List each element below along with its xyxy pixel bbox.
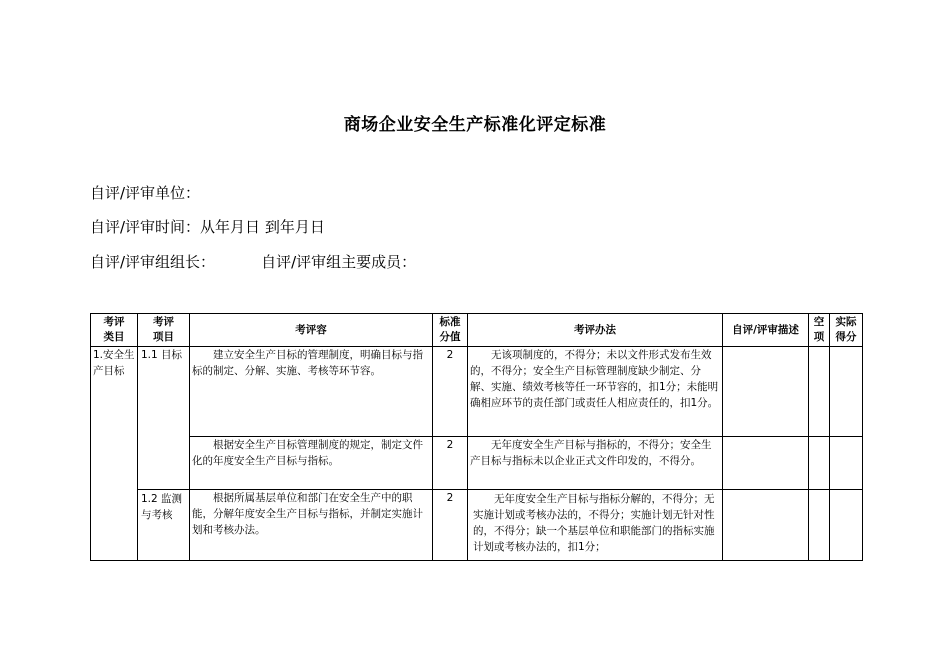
category-cell: 1.安全生产目标 — [91, 347, 138, 561]
header-empty: 空项 — [809, 314, 830, 347]
content-cell: 根据安全生产目标管理制度的规定，制定文件化的年度安全生产目标与指标。 — [190, 437, 433, 490]
score-cell: 2 — [433, 437, 468, 490]
item-cell-target: 1.1 目标 — [138, 347, 190, 490]
evaluation-standard-table — [90, 313, 863, 561]
evaluation-time-line — [90, 216, 325, 237]
document-title: 商场企业安全生产标准化评定标准 — [343, 115, 607, 135]
team-members-label: 自评/评审组主要成员： — [261, 253, 417, 271]
score-cell: 2 — [433, 347, 468, 437]
method-cell: 无该项制度的，不得分；未以文件形式发布生效的，不得分；安全生产目标管理制度缺少制定、分解、实施、绩效考核等任一环节容的，扣1分；未能明确相应环节的责任部门或责任人相应责任的，扣1分。 — [468, 347, 723, 437]
score-cell: 2 — [433, 490, 468, 561]
description-cell[interactable] — [723, 490, 809, 561]
item-cell-monitoring: 1.2 监测与考核 — [138, 490, 190, 561]
header-item: 考评项目 — [138, 314, 190, 347]
evaluation-unit-line — [90, 182, 200, 203]
table-row — [91, 490, 863, 561]
actual-score-cell[interactable] — [830, 347, 863, 437]
table-header-row — [91, 314, 863, 347]
method-cell: 无年度安全生产目标与指标的，不得分；安全生产目标与指标未以企业正式文件印发的，不得分。 — [468, 437, 723, 490]
actual-score-cell[interactable] — [830, 437, 863, 490]
table-row — [91, 347, 863, 437]
content-cell: 建立安全生产目标的管理制度，明确目标与指标的制定、分解、实施、考核等环节容。 — [190, 347, 433, 437]
header-content: 考评容 — [190, 314, 433, 347]
content-cell: 根据所属基层单位和部门在安全生产中的职能，分解年度安全生产目标与指标，并制定实施计划和考核办法。 — [190, 490, 433, 561]
description-cell[interactable] — [723, 347, 809, 437]
empty-item-cell[interactable] — [809, 490, 830, 561]
table-row — [91, 437, 863, 490]
empty-item-cell[interactable] — [809, 437, 830, 490]
actual-score-cell[interactable] — [830, 490, 863, 561]
header-method: 考评办法 — [468, 314, 723, 347]
header-actual-score: 实际得分 — [830, 314, 863, 347]
team-leader-label: 自评/评审组组长： — [90, 253, 216, 271]
evaluation-unit-label: 自评/评审单位： — [90, 184, 201, 202]
header-score: 标准分值 — [433, 314, 468, 347]
method-text: 无年度安全生产目标与指标分解的，不得分；无实施计划或考核办法的，不得分；实施计划无针对性的，不得分；缺一个基层单位和职能部门的指标实施计划或考核办法的，扣1分； — [473, 493, 715, 553]
header-description: 自评/评审描述 — [723, 314, 809, 347]
evaluation-time-label: 自评/评审时间：从年月日 到年月日 — [90, 218, 325, 236]
method-cell — [468, 490, 723, 561]
empty-item-cell[interactable] — [809, 347, 830, 437]
evaluation-team-line — [90, 251, 416, 272]
description-cell[interactable] — [723, 437, 809, 490]
header-category: 考评类目 — [91, 314, 138, 347]
